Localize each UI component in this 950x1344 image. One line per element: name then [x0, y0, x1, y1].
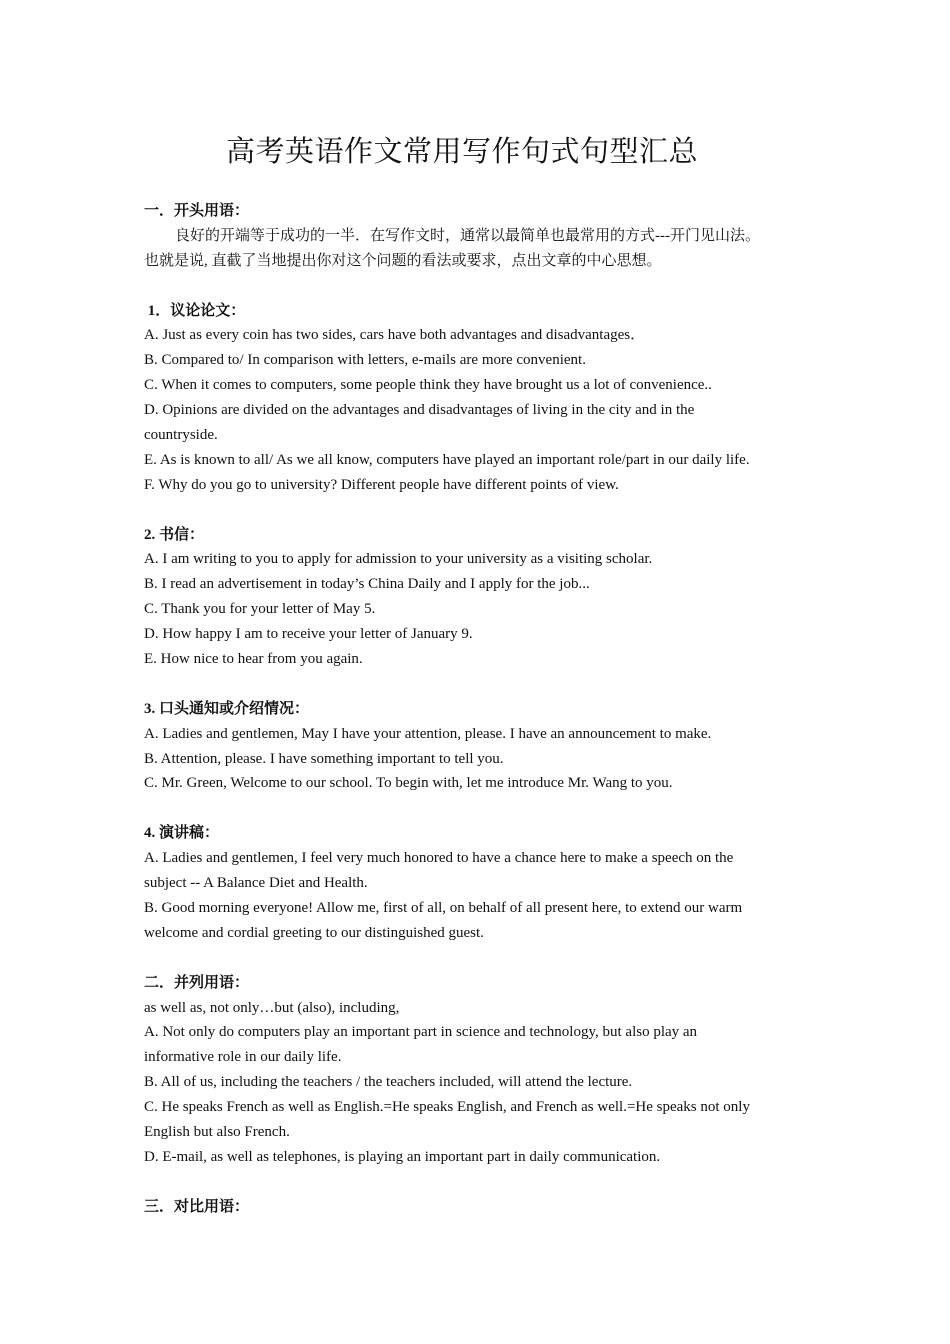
section-heading-parallel: 二．并列用语：: [144, 974, 250, 991]
section-heading-argumentative: 1．议论论文：: [144, 302, 246, 319]
section-heading-letter: 2. 书信：: [144, 526, 205, 543]
document-title: 高考英语作文常用写作句式句型汇总: [225, 136, 698, 168]
blank-line: [144, 796, 804, 821]
example-line: informative role in our daily life.: [144, 1049, 342, 1066]
example-line: subject -- A Balance Diet and Health.: [144, 875, 368, 892]
blank-line: [144, 1170, 804, 1195]
paragraph-line: 良好的开端等于成功的一半．在写作文时，通常以最简单也最常用的方式---开门见山法。: [175, 227, 760, 244]
section-heading-contrast: 三．对比用语：: [144, 1198, 250, 1215]
example-line: B. Good morning everyone! Allow me, first of all, on behalf of all present here, to extend our warm: [144, 899, 743, 916]
example-line: A. I am writing to you to apply for admission to your university as a visiting scholar.: [144, 551, 653, 568]
example-line: C. Mr. Green, Welcome to our school. To begin with, let me introduce Mr. Wang to you.: [144, 775, 673, 792]
example-line: B. Attention, please. I have something important to tell you.: [144, 750, 504, 767]
document-body: [144, 199, 804, 1220]
example-line: F. Why do you go to university? Different people have different points of view.: [144, 476, 619, 493]
blank-line: [144, 946, 804, 971]
example-line: as well as, not only…but (also), including,: [144, 999, 400, 1016]
example-line: E. As is known to all/ As we all know, computers have played an important role/part in our daily life.: [144, 451, 750, 468]
example-line: welcome and cordial greeting to our distinguished guest.: [144, 924, 484, 941]
example-line: E. How nice to hear from you again.: [144, 651, 363, 668]
section-heading-opening: 一．开头用语：: [144, 203, 250, 219]
paragraph-line: 也就是说, 直截了当地提出你对这个问题的看法或要求，点出文章的中心思想。: [144, 252, 662, 269]
example-line: English but also French.: [144, 1123, 290, 1140]
example-line: countryside.: [144, 427, 218, 444]
example-line: A. Not only do computers play an important part in science and technology, but also play an: [144, 1024, 698, 1041]
section-heading-speech: 4. 演讲稿：: [144, 825, 220, 842]
blank-line: [144, 274, 804, 299]
example-line: C. When it comes to computers, some people think they have brought us a lot of convenience..: [144, 377, 712, 394]
section-heading-notice: 3. 口头通知或介绍情况：: [144, 700, 310, 717]
blank-line: [144, 498, 804, 523]
example-line: D. E-mail, as well as telephones, is playing an important part in daily communication.: [144, 1148, 661, 1165]
example-line: C. He speaks French as well as English.=He speaks English, and French as well.=He speaks not only: [144, 1099, 750, 1116]
example-line: B. Compared to/ In comparison with letters, e-mails are more convenient.: [144, 352, 586, 369]
example-line: D. How happy I am to receive your letter of January 9.: [144, 626, 473, 643]
example-line: C. Thank you for your letter of May 5.: [144, 601, 376, 618]
blank-line: [144, 672, 804, 697]
example-line: B. All of us, including the teachers / the teachers included, will attend the lecture.: [144, 1074, 633, 1091]
example-line: A. Ladies and gentlemen, May I have your attention, please. I have an announcement to make.: [144, 725, 712, 742]
example-line: A. Ladies and gentlemen, I feel very much honored to have a chance here to make a speech on the: [144, 850, 734, 867]
example-line: A. Just as every coin has two sides, cars have both advantages and disadvantages．: [144, 327, 646, 344]
example-line: B. I read an advertisement in today’s China Daily and I apply for the job...: [144, 576, 590, 593]
example-line: D. Opinions are divided on the advantages and disadvantages of living in the city and in the: [144, 402, 695, 419]
